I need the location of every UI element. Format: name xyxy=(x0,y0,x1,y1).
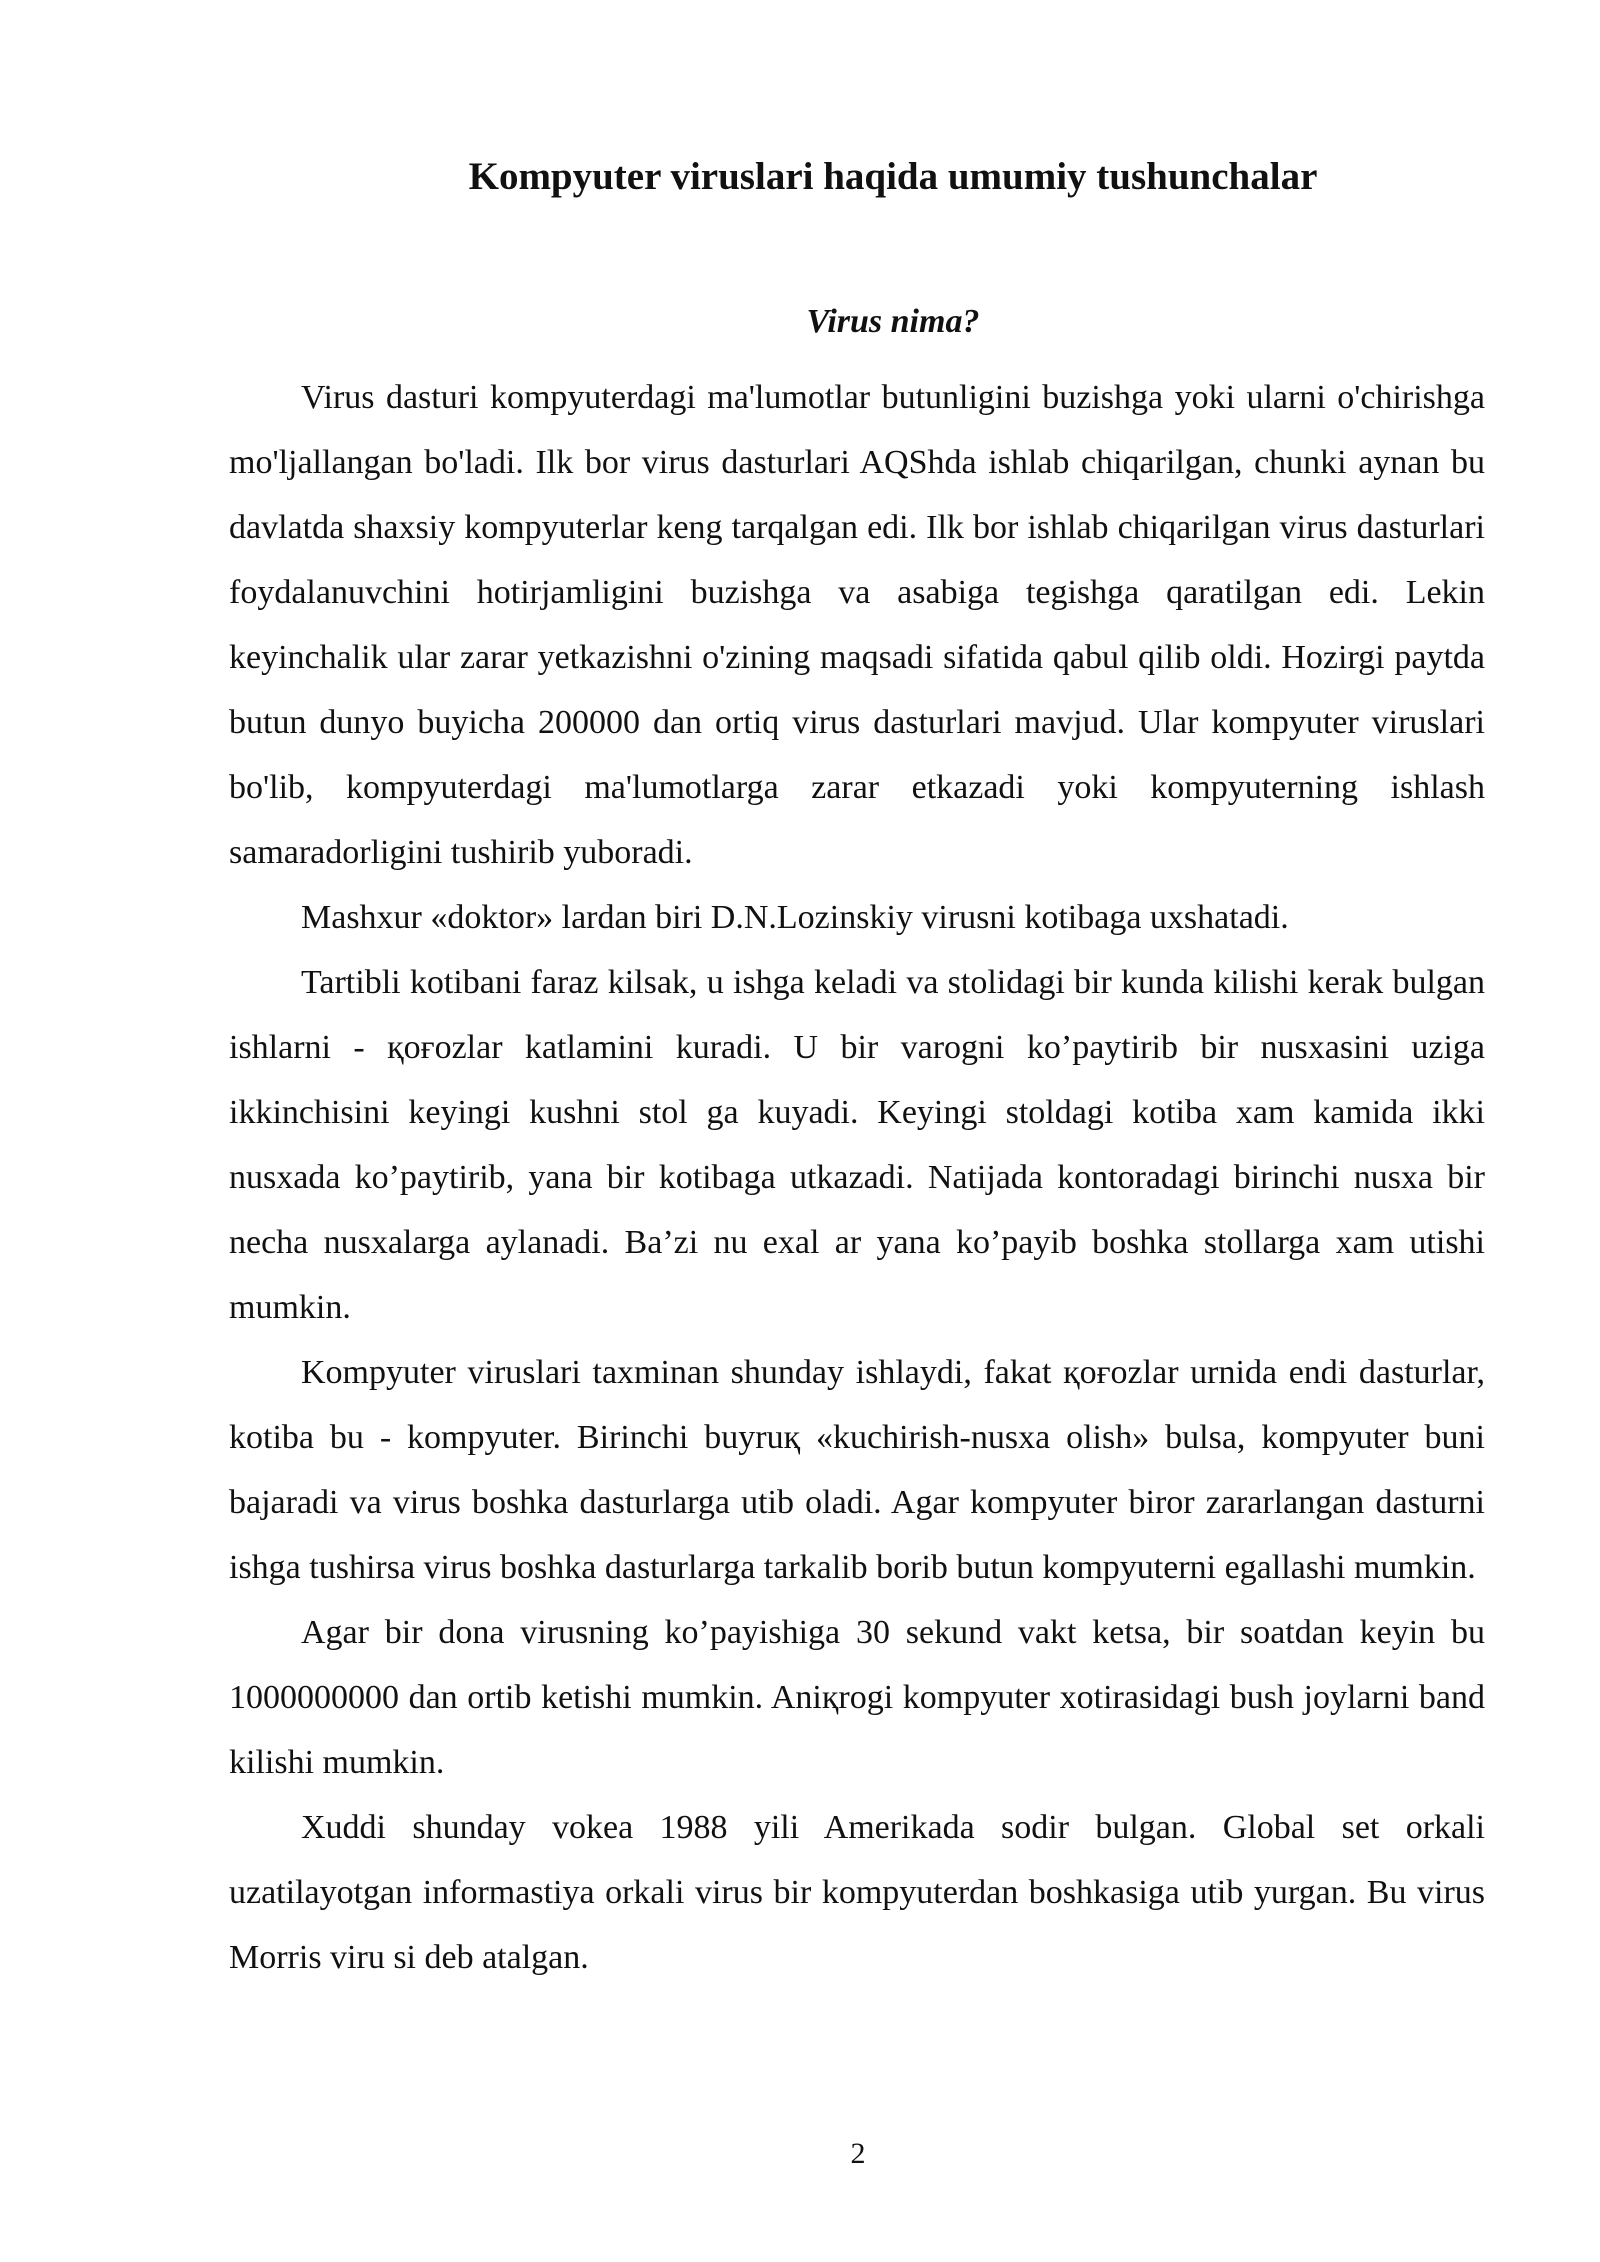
page-number: 2 xyxy=(850,2137,866,2170)
paragraph-doctor-quote: Mashxur «doktor» lardan biri D.N.Lozinskiy virusni kotibaga uxshatadi. xyxy=(301,899,1289,936)
paragraph-replication-speed: Agar bir dona virusning ko’payishiga 30 sekund vakt ketsa, bir soatdan keyin bu 1000000000 dan ortib ketishi mumkin. Aniқrogi kompyuter xotirasidagi bush joylarni band kilishi mumkin. xyxy=(229,1614,1485,1781)
body-text xyxy=(229,365,1485,1990)
section-subtitle: Virus nima? xyxy=(806,303,980,340)
paragraph-secretary-analogy: Tartibli kotibani faraz kilsak, u ishga keladi va stolidagi bir kunda kilishi kerak bulgan ishlarni - қоғozlar katlamini kuradi. U bir varogni ko’paytirib bir nusxasini uziga ikkinchisini keyingi kushni stol ga kuyadi. Keyingi stoldagi kotiba xam kamida ikki nusxada ko’paytirib, yana bir kotibaga utkazadi. Natijada kontoradagi birinchi nusxa bir necha nusxalarga aylanadi. Ba’zi nu exal ar yana ko’payib boshka stollarga xam utishi mumkin. xyxy=(229,964,1485,1326)
paragraph-morris-virus: Xuddi shunday vokea 1988 yili Amerikada sodir bulgan. Global set orkali uzatilayotgan informastiya orkali virus bir kompyuterdan boshkasiga utib yurgan. Bu virus Morris viru si deb atalgan. xyxy=(229,1809,1485,1976)
paragraph-virus-spread: Kompyuter viruslari taxminan shunday ishlaydi, fakat қоғozlar urnida endi dasturlar, kotiba bu - kompyuter. Birinchi buyruқ «kuchirish-nusxa olish» bulsa, kompyuter buni bajaradi va virus boshka dasturlarga utib oladi. Agar kompyuter biror zararlangan dasturni ishga tushirsa virus boshka dasturlarga tarkalib borib butun kompyuterni egallashi mumkin. xyxy=(229,1354,1485,1586)
paragraph-virus-definition: Virus dasturi kompyuterdagi ma'lumotlar butunligini buzishga yoki ularni o'chirishga mo'ljallangan bo'ladi. Ilk bor virus dasturlari AQShda ishlab chiqarilgan, chunki aynan bu davlatda shaxsiy kompyuterlar keng tarqalgan edi. Ilk bor ishlab chiqarilgan virus dasturlari foydalanuvchini hotirjamligini buzishga va asabiga tegishga qaratilgan edi. Lekin keyinchalik ular zarar yetkazishni o'zining maqsadi sifatida qabul qilib oldi. Hozirgi paytda butun dunyo buyicha 200000 dan ortiq virus dasturlari mavjud. Ular kompyuter viruslari bo'lib, kompyuterdagi ma'lumotlarga zarar etkazadi yoki kompyuterning ishlash samaradorligini tushirib yuboradi. xyxy=(229,379,1485,871)
document-title: Kompyuter viruslari haqida umumiy tushunchalar xyxy=(468,155,1318,198)
